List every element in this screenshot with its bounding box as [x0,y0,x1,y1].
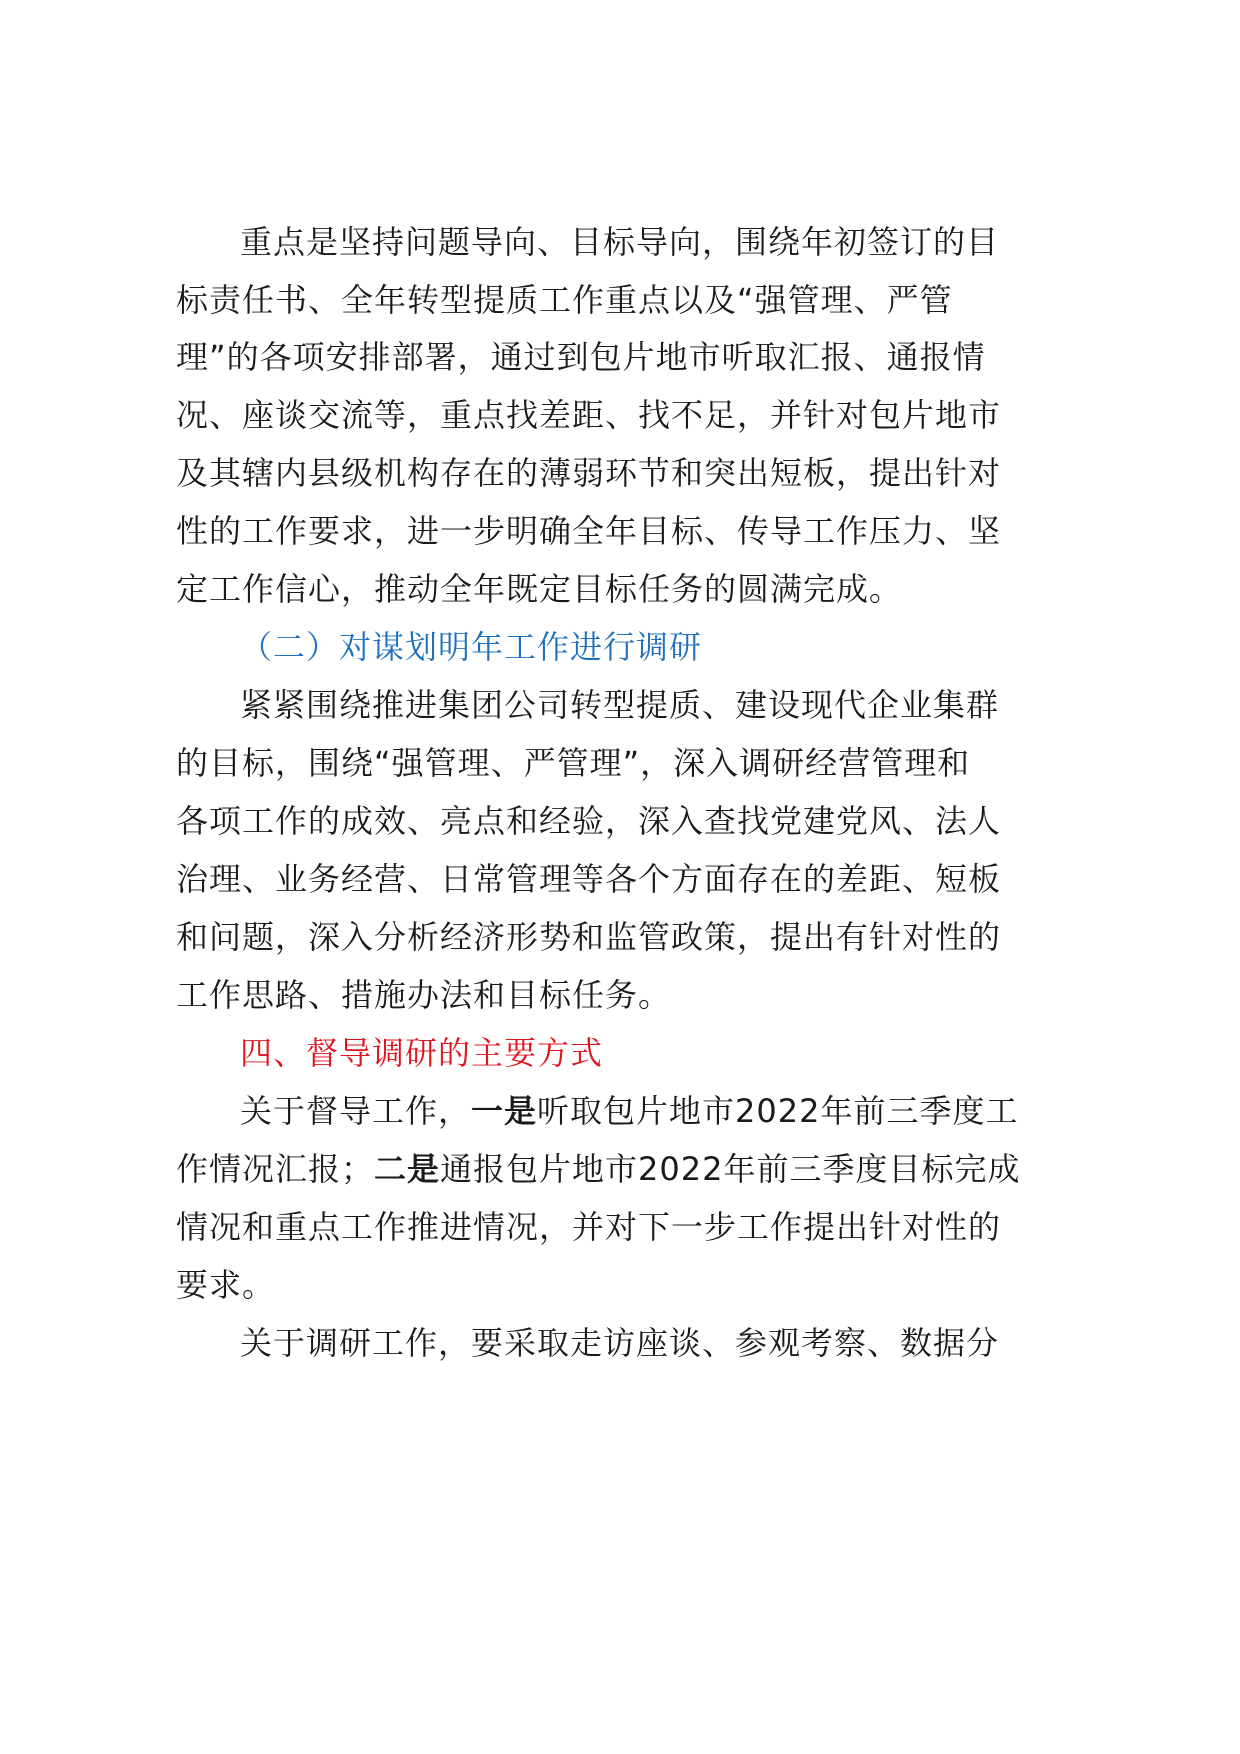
paragraph-3-line-2-pre: 作情况汇报； [176,1150,375,1188]
paragraph-3-line-2-post: 通报包片地市2022年前三季度目标完成 [440,1150,1021,1188]
emphasis-first: 一是 [471,1092,538,1130]
paragraph-2-line-3: 各项工作的成效、亮点和经验，深入查找党建党风、法人 [176,802,1002,840]
paragraph-2-line-6: 工作思路、措施办法和目标任务。 [176,976,672,1014]
paragraph-1-line-7: 定工作信心，推动全年既定目标任务的圆满完成。 [176,570,903,608]
paragraph-3-line-1-pre: 关于督导工作， [240,1092,472,1130]
paragraph-1-line-2: 标责任书、全年转型提质工作重点以及“强管理、严管 [176,281,953,319]
paragraph-3-line-2 [176,1149,1020,1189]
paragraph-1-line-6: 性的工作要求，进一步明确全年目标、传导工作压力、坚 [176,512,1002,550]
paragraph-2-line-5: 和问题，深入分析经济形势和监管政策，提出有针对性的 [176,918,1002,956]
paragraph-3-line-3: 情况和重点工作推进情况，并对下一步工作提出针对性的 [176,1208,1002,1246]
paragraph-3-line-4: 要求。 [176,1266,276,1304]
paragraph-2-line-1: 紧紧围绕推进集团公司转型提质、建设现代企业集群 [240,686,1000,724]
section-heading-2: （二）对谋划明年工作进行调研 [240,628,703,666]
paragraph-4-line-1: 关于调研工作，要采取走访座谈、参观考察、数据分 [240,1324,1000,1362]
emphasis-second: 二是 [374,1150,441,1188]
paragraph-1-line-4: 况、座谈交流等，重点找差距、找不足，并针对包片地市 [176,396,1002,434]
paragraph-3-line-1 [240,1091,1018,1131]
paragraph-1-line-1: 重点是坚持问题导向、目标导向，围绕年初签订的目 [240,223,1000,261]
paragraph-1-line-5: 及其辖内县级机构存在的薄弱环节和突出短板，提出针对 [176,454,1002,492]
paragraph-2-line-4: 治理、业务经营、日常管理等各个方面存在的差距、短板 [176,860,1002,898]
paragraph-2-line-2: 的目标，围绕“强管理、严管理”，深入调研经营管理和 [176,744,971,782]
section-heading-4: 四、督导调研的主要方式 [240,1034,604,1072]
paragraph-3-line-1-post: 听取包片地市2022年前三季度工 [537,1092,1019,1130]
paragraph-1-line-3: 理”的各项安排部署，通过到包片地市听取汇报、通报情 [176,338,986,376]
